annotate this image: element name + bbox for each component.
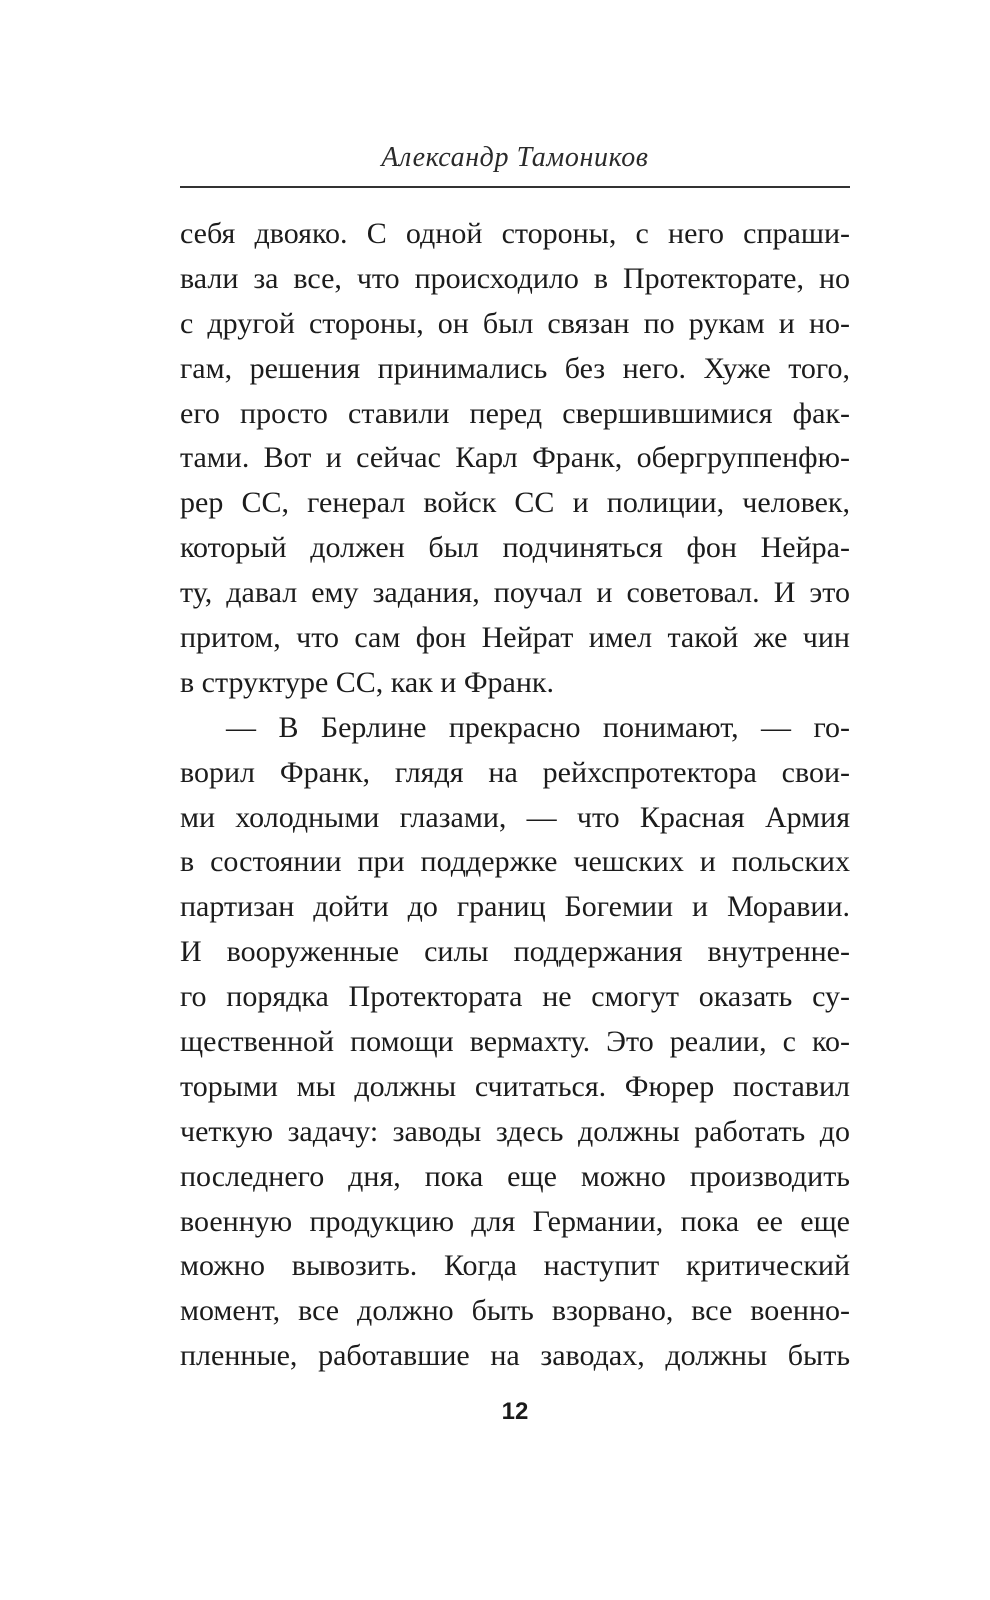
text-line: в структуре СС, как и Франк. [180,665,555,699]
text-line: тами. Вот и сейчас Карл Франк, обергруппенфю- [180,441,850,475]
text-line: с другой стороны, он был связан по рукам и но- [180,306,850,340]
text-line: можно вывозить. Когда наступит критический [180,1249,850,1283]
text-line: ворил Франк, глядя на рейхспротектора свои- [180,755,850,789]
text-line: четкую задачу: заводы здесь должны работать до [180,1114,850,1148]
text-line: ми холодными глазами, — что Красная Армия [180,800,850,834]
running-header-author: Александр Тамоников [381,142,649,173]
text-line: притом, что сам фон Нейрат имел такой же чин [180,621,850,655]
header-divider [180,186,850,188]
text-line: ту, давал ему задания, поучал и советовал. И это [180,576,850,610]
dialogue-line: — В Берлине прекрасно понимают, — го- [226,710,850,744]
text-line: военную продукцию для Германии, пока ее еще [180,1204,850,1238]
text-line: момент, все должно быть взорвано, все военно- [180,1294,850,1328]
text-line: щественной помощи вермахту. Это реалии, с ко- [180,1025,850,1059]
page-number: 12 [501,1398,529,1425]
text-line: в состоянии при поддержке чешских и польских [180,845,850,879]
text-line: рер СС, генерал войск СС и полиции, человек, [180,486,850,520]
text-line: торыми мы должны считаться. Фюрер поставил [180,1069,850,1103]
text-line: себя двояко. С одной стороны, с него спраши- [180,217,850,250]
text-line: вали за все, что происходило в Протекторате, но [180,261,850,295]
text-line: его просто ставили перед свершившимися фак- [180,396,850,430]
text-line: партизан дойти до границ Богемии и Моравии. [180,890,850,924]
text-line: гам, решения принимались без него. Хуже того, [180,351,850,385]
text-line: который должен был подчиняться фон Нейра- [180,531,850,565]
body-text [180,212,850,1379]
text-line: И вооруженные силы поддержания внутренне- [180,935,850,969]
text-line: го порядка Протектората не смогут оказать су- [180,980,850,1014]
text-line: пленные, работавшие на заводах, должны быть [180,1339,850,1373]
text-line: последнего дня, пока еще можно производить [180,1159,850,1193]
